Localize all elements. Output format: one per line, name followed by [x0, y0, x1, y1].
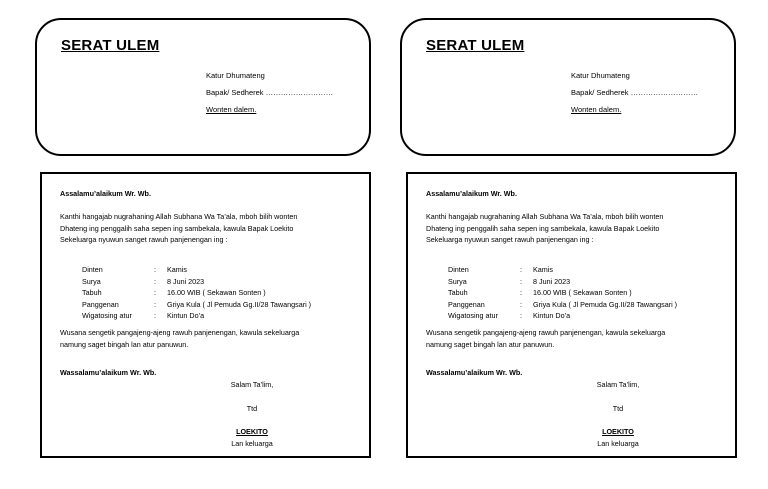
detail-label: Tabuh	[82, 288, 102, 297]
detail-label: Dinten	[82, 265, 103, 274]
detail-label: Dinten	[448, 265, 469, 274]
detail-row-place	[448, 299, 677, 311]
address-block	[571, 67, 698, 118]
detail-separator: :	[154, 299, 156, 309]
detail-value: Kamis	[533, 265, 553, 274]
detail-label: Wigatosing atur	[448, 311, 498, 320]
closing-line: namung saget bingah lan atur panuwun.	[426, 339, 555, 349]
greeting: Assalamu’alaikum Wr. Wb.	[426, 189, 517, 198]
intro-paragraph	[60, 211, 360, 246]
address-line-location: Wonten dalem.	[206, 105, 257, 114]
detail-row-purpose	[82, 310, 311, 322]
detail-separator: :	[154, 265, 156, 274]
envelope-card-left	[35, 18, 371, 156]
detail-separator: :	[520, 265, 522, 274]
closing-paragraph	[60, 327, 360, 350]
salam-text: Salam Ta’lim,	[230, 380, 274, 389]
closing-paragraph	[426, 327, 726, 350]
detail-row-date	[82, 276, 311, 288]
detail-value: Kamis	[167, 265, 187, 274]
detail-label: Panggenan	[448, 299, 485, 309]
invitation-letter-left	[40, 172, 371, 458]
detail-separator: :	[520, 288, 522, 297]
intro-line: Dhateng ing penggalih saha sepen ing sambekala, kawula Bapak Loekito	[426, 223, 660, 233]
intro-line: Dhateng ing penggalih saha sepen ing sambekala, kawula Bapak Loekito	[60, 223, 294, 233]
detail-label: Wigatosing atur	[82, 311, 132, 320]
address-line-recipient-intro: Katur Dhumateng	[206, 71, 265, 80]
detail-label: Surya	[448, 276, 467, 286]
detail-value: 16.00 WIB ( Sekawan Sonten )	[533, 288, 632, 297]
detail-separator: :	[520, 299, 522, 309]
detail-row-place	[82, 299, 311, 311]
detail-row-purpose	[448, 310, 677, 322]
intro-line: Kanthi hangajab nugrahaning Allah Subhana Wa Ta’ala, mboh bilih wonten	[60, 212, 298, 221]
address-block	[206, 67, 333, 118]
detail-value: 16.00 WIB ( Sekawan Sonten )	[167, 288, 266, 297]
greeting: Assalamu’alaikum Wr. Wb.	[60, 189, 151, 198]
signer-name: LOEKITO	[236, 427, 268, 436]
closing-line: Wusana sengetik pangajeng-ajeng rawuh panjenengan, kawula sekeluarga	[426, 328, 666, 337]
envelope-card-right	[400, 18, 736, 156]
intro-line: Kanthi hangajab nugrahaning Allah Subhana Wa Ta’ala, mboh bilih wonten	[426, 212, 664, 221]
detail-separator: :	[154, 288, 156, 297]
detail-row-day	[448, 264, 677, 276]
detail-separator: :	[520, 311, 522, 320]
closing-line: Wusana sengetik pangajeng-ajeng rawuh panjenengan, kawula sekeluarga	[60, 328, 300, 337]
detail-value: 8 Juni 2023	[167, 276, 205, 286]
signer-name: LOEKITO	[602, 427, 634, 436]
detail-row-time	[82, 287, 311, 299]
intro-paragraph	[426, 211, 726, 246]
invitation-letter-right	[406, 172, 737, 458]
farewell: Wassalamu’alaikum Wr. Wb.	[60, 368, 157, 377]
ttd-text: Ttd	[612, 403, 624, 413]
detail-value: Kintun Do’a	[167, 311, 205, 320]
detail-row-day	[82, 264, 311, 276]
signer-family: Lan keluarga	[231, 438, 273, 448]
envelope-title: SERAT ULEM	[426, 37, 525, 54]
closing-line: namung saget bingah lan atur panuwun.	[60, 339, 189, 349]
address-line-recipient-intro: Katur Dhumateng	[571, 71, 630, 80]
signature-block	[192, 379, 312, 449]
signature-block	[558, 379, 678, 449]
address-line-recipient: Bapak/ Sedherek ………………………	[206, 88, 334, 97]
address-line-recipient: Bapak/ Sedherek ………………………	[571, 88, 699, 97]
event-details	[448, 264, 677, 322]
salam-text: Salam Ta’lim,	[596, 380, 640, 389]
ttd-text: Ttd	[246, 403, 258, 413]
detail-row-date	[448, 276, 677, 288]
intro-line: Sekeluarga nyuwun sanget rawuh panjenengan ing :	[60, 235, 228, 244]
intro-line: Sekeluarga nyuwun sanget rawuh panjenengan ing :	[426, 235, 594, 244]
detail-value: Griya Kula ( Jl Pemuda Gg.II/28 Tawangsari )	[167, 299, 312, 309]
detail-label: Tabuh	[448, 288, 468, 297]
detail-label: Panggenan	[82, 299, 119, 309]
signer-family: Lan keluarga	[597, 438, 639, 448]
address-line-location: Wonten dalem.	[571, 105, 622, 114]
envelope-title: SERAT ULEM	[61, 37, 160, 54]
detail-row-time	[448, 287, 677, 299]
detail-value: Kintun Do’a	[533, 311, 571, 320]
farewell: Wassalamu’alaikum Wr. Wb.	[426, 368, 523, 377]
detail-value: Griya Kula ( Jl Pemuda Gg.II/28 Tawangsari )	[533, 299, 678, 309]
detail-separator: :	[154, 311, 156, 320]
event-details	[82, 264, 311, 322]
detail-separator: :	[520, 276, 522, 286]
detail-label: Surya	[82, 276, 101, 286]
detail-value: 8 Juni 2023	[533, 276, 571, 286]
detail-separator: :	[154, 276, 156, 286]
